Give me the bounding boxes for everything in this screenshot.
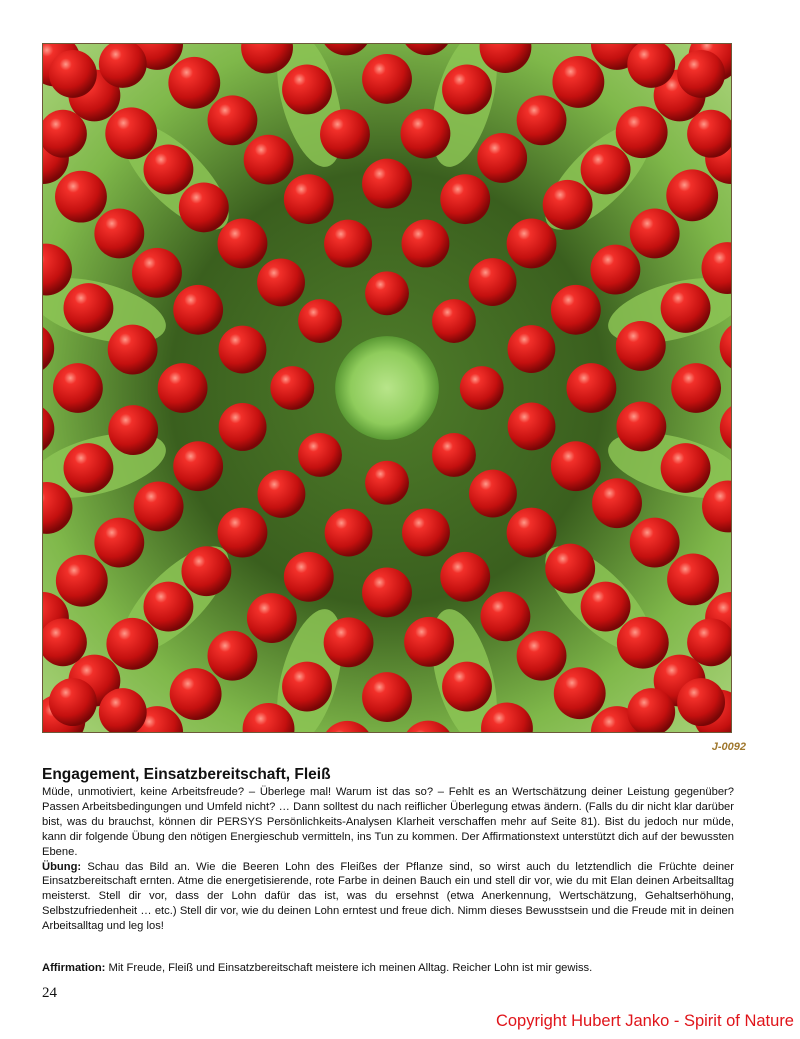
berry-shape — [362, 567, 412, 617]
berry-shape — [144, 582, 194, 632]
affirmation-label: Affirmation: — [42, 962, 106, 974]
berry-shape — [442, 662, 492, 712]
berry-shape — [168, 57, 220, 109]
intro-paragraph: Müde, unmotiviert, keine Arbeitsfreude? – Überlege mal! Warum ist das so? – Fehlt es an Wertschätzung deiner Leistung gegenüber? Passen Arbeitsbedingungen und Umfeld nicht? … Dann solltest du nach reiflicher Überlegung etwas ändern. (Falls du dir nicht klar darüber bist, was du brauchst, können dir PERSYS Persönlichkeits-Analysen Klarheit verschaffen mehr auf Seite 81). Bist du jedoch nur müde, kann dir folgende Übung den nötigen Energieschub vermitteln, ins Tun zu kommen. Der Affirmationstext unterstützt dich auf der bewussten Ebene. — [42, 786, 734, 858]
berry-shape — [566, 363, 616, 413]
berry-shape — [53, 363, 103, 413]
berry-shape — [257, 259, 305, 307]
berry-shape — [134, 481, 184, 531]
affirmation-text: Mit Freude, Fleiß und Einsatzbereitschaft meistere ich meinen Alltag. Reicher Lohn ist mir gewiss. — [105, 962, 593, 974]
berry-shape — [507, 325, 555, 373]
berry-shape — [247, 593, 297, 643]
berry-shape — [365, 461, 409, 505]
berry-shape — [208, 95, 258, 145]
berry-shape — [460, 366, 504, 410]
berry-shape — [132, 248, 182, 298]
berry-shape — [158, 363, 208, 413]
berry-shape — [218, 508, 268, 558]
berry-shape — [552, 56, 604, 108]
berry-shape — [440, 552, 490, 602]
berry-shape — [284, 174, 334, 224]
berry-shape — [404, 617, 454, 667]
berry-shape — [298, 433, 342, 477]
page-title: Engagement, Einsatzbereitschaft, Fleiß — [42, 766, 331, 783]
berry-shape — [219, 326, 267, 374]
berry-shape — [508, 403, 556, 451]
exercise-label: Übung: — [42, 860, 82, 873]
berry-shape — [402, 508, 450, 556]
berry-shape — [284, 552, 334, 602]
berry-shape — [324, 220, 372, 268]
kaleidoscope-berries-image — [42, 43, 732, 733]
berry-shape — [617, 617, 669, 669]
berry-shape — [173, 285, 223, 335]
berry-shape — [440, 174, 490, 224]
berry-shape — [469, 258, 517, 306]
berry-shape — [590, 245, 640, 295]
berry-shape — [108, 325, 158, 375]
berry-shape — [616, 106, 668, 158]
berry-shape — [581, 145, 631, 195]
berry-shape — [432, 299, 476, 343]
berry-shape — [282, 662, 332, 712]
berry-shape — [173, 441, 223, 491]
berry-shape — [671, 363, 721, 413]
berry-shape — [170, 668, 222, 720]
berry-shape — [630, 209, 680, 259]
berry-shape — [362, 159, 412, 209]
berry-shape — [442, 65, 492, 115]
berry-shape — [517, 631, 567, 681]
berry-shape — [616, 402, 666, 452]
berry-shape — [208, 631, 258, 681]
berry-shape — [324, 617, 374, 667]
berry-shape — [362, 54, 412, 104]
berry-shape — [55, 171, 107, 223]
berry-shape — [244, 135, 294, 185]
berry-shape — [677, 50, 725, 98]
berry-shape — [282, 65, 332, 115]
berry-shape — [630, 518, 680, 568]
image-code: J-0092 — [711, 741, 746, 753]
berry-shape — [507, 508, 557, 558]
berry-shape — [507, 219, 557, 269]
copyright-notice: Copyright Hubert Janko - Spirit of Nature — [495, 1012, 794, 1030]
exercise-paragraph — [42, 860, 734, 935]
exercise-text: Schau das Bild an. Wie die Beeren Lohn des Fleißes der Pflanze sind, so wirst auch du letztendlich die Früchte deiner Einsatzbereitschaft ernten. Atme die energetisierende, rote Farbe in deinen Bauch ein und stell dir vor, wie du mit Elan deinen Arbeitsalltag meisterst. Stell dir vor, dass der Lohn dafür das ist, was du ersehnst (etwa Anerkennung, Wertschätzung, Gehaltserhöhung, Selbstzufriedenheit … etc.) Stell dir vor, wie du deinen Lohn erntest und freue dich. Nimm dieses Bewusstsein und die Freude mit in deinen Arbeitsalltag und leg los! — [42, 860, 734, 933]
berry-shape — [94, 518, 144, 568]
berry-shape — [105, 107, 157, 159]
body-text — [42, 785, 734, 934]
berry-shape — [219, 403, 267, 451]
berry-shape — [402, 220, 450, 268]
affirmation-paragraph — [42, 961, 734, 976]
berry-shape — [218, 219, 268, 269]
berry-shape — [258, 470, 306, 518]
berry-shape — [325, 509, 373, 557]
berry-shape — [401, 109, 451, 159]
berry-shape — [551, 441, 601, 491]
berry-shape — [480, 591, 530, 641]
berry-shape — [545, 544, 595, 594]
berry-shape — [432, 433, 476, 477]
berry-shape — [666, 169, 718, 221]
berry-shape — [469, 470, 517, 518]
berry-shape — [144, 145, 194, 195]
berry-shape — [365, 271, 409, 315]
berry-shape — [106, 618, 158, 670]
berry-shape — [661, 443, 711, 493]
berry-shape — [517, 95, 567, 145]
berry-shape — [477, 133, 527, 183]
berry-shape — [543, 180, 593, 230]
berry-shape — [56, 555, 108, 607]
berry-shape — [179, 182, 229, 232]
berry-shape — [320, 109, 370, 159]
berry-shape — [592, 478, 642, 528]
berry-shape — [181, 546, 231, 596]
berry-shape — [661, 283, 711, 333]
berry-shape — [554, 667, 606, 719]
berry-shape — [298, 299, 342, 343]
berry-shape — [64, 443, 114, 493]
berry-shape — [616, 321, 666, 371]
berry-shape — [551, 285, 601, 335]
berry-shape — [49, 678, 97, 726]
berry-shape — [64, 283, 114, 333]
berry-shape — [581, 582, 631, 632]
berry-shape — [362, 672, 412, 722]
berry-shape — [94, 209, 144, 259]
page-number: 24 — [42, 985, 57, 1001]
berry-shape — [667, 553, 719, 605]
berry-shape — [49, 50, 97, 98]
berry-shape — [108, 405, 158, 455]
kaleidoscope-graphic — [43, 44, 731, 732]
berry-shape — [677, 678, 725, 726]
berry-shape — [270, 366, 314, 410]
